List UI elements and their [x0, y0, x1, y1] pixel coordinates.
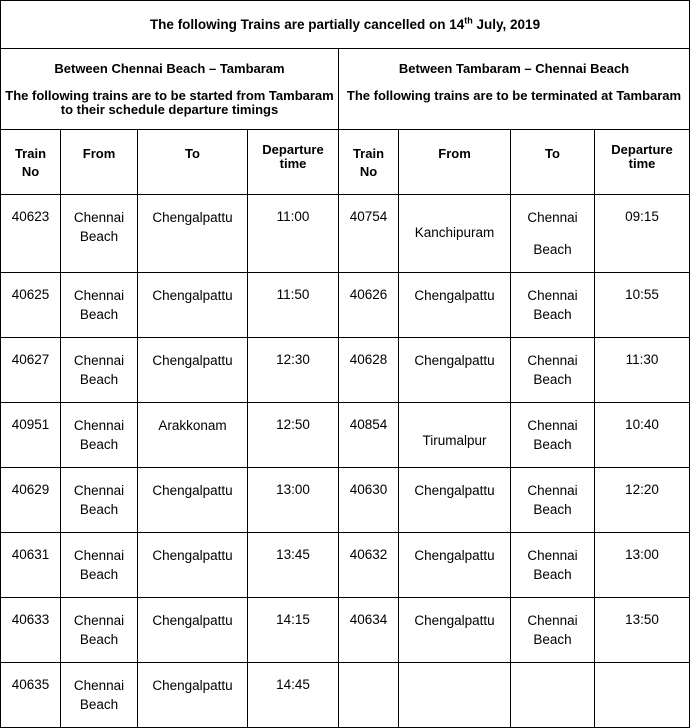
from-station: Chengalpattu: [399, 338, 511, 403]
to-station: Chennai Beach: [511, 338, 595, 403]
left-section-heading: Between Chennai Beach – Tambaram: [54, 61, 285, 76]
left-section-header: [1, 49, 339, 130]
right-section-header: [339, 49, 690, 130]
from-station: Chengalpattu: [399, 533, 511, 598]
right-section-subheading: The following trains are to be terminated at Tambaram: [346, 88, 682, 103]
from-station: Chengalpattu: [399, 468, 511, 533]
table-row: [1, 403, 690, 468]
train-no: 40626: [339, 273, 399, 338]
to-station: Chennai Beach: [511, 273, 595, 338]
table-row: [1, 195, 690, 273]
col-to: To: [138, 130, 248, 195]
train-no: 40629: [1, 468, 61, 533]
train-no: 40633: [1, 598, 61, 663]
from-station: Chennai Beach: [61, 598, 138, 663]
from-station: Kanchipuram: [399, 195, 511, 273]
train-no: 40628: [339, 338, 399, 403]
table-row: [1, 468, 690, 533]
to-station: Chengalpattu: [138, 273, 248, 338]
from-station: Chennai Beach: [61, 338, 138, 403]
train-no: 40625: [1, 273, 61, 338]
departure-time: [595, 663, 690, 728]
from-station: Chengalpattu: [399, 598, 511, 663]
departure-time: 09:15: [595, 195, 690, 273]
from-station: Chennai Beach: [61, 533, 138, 598]
departure-time: 13:00: [595, 533, 690, 598]
train-no: 40631: [1, 533, 61, 598]
train-no: 40635: [1, 663, 61, 728]
from-station: Chennai Beach: [61, 468, 138, 533]
departure-time: 14:45: [248, 663, 339, 728]
table-row: [1, 663, 690, 728]
departure-time: 12:50: [248, 403, 339, 468]
train-no: 40623: [1, 195, 61, 273]
col-to: To: [511, 130, 595, 195]
from-station: Chengalpattu: [399, 273, 511, 338]
to-station: [511, 663, 595, 728]
departure-time: 13:45: [248, 533, 339, 598]
to-station: Chengalpattu: [138, 468, 248, 533]
table-row: [1, 598, 690, 663]
departure-time: 11:30: [595, 338, 690, 403]
train-no: 40754: [339, 195, 399, 273]
to-station: Chennai Beach: [511, 468, 595, 533]
to-station: Chengalpattu: [138, 663, 248, 728]
departure-time: 11:50: [248, 273, 339, 338]
right-section-heading: Between Tambaram – Chennai Beach: [398, 61, 630, 76]
to-station: Chennai Beach: [511, 533, 595, 598]
to-station: Chengalpattu: [138, 598, 248, 663]
page-title: The following Trains are partially cancelled on 14th July, 2019: [1, 1, 690, 49]
col-train-no: Train No: [339, 130, 399, 195]
train-no: 40854: [339, 403, 399, 468]
departure-time: 10:55: [595, 273, 690, 338]
train-no: [339, 663, 399, 728]
train-no: 40630: [339, 468, 399, 533]
to-station: Chengalpattu: [138, 338, 248, 403]
departure-time: 12:30: [248, 338, 339, 403]
departure-time: 13:00: [248, 468, 339, 533]
from-station: Chennai Beach: [61, 195, 138, 273]
col-departure: Departure time: [595, 130, 690, 195]
col-train-no: Train No: [1, 130, 61, 195]
from-station: [399, 663, 511, 728]
from-station: Chennai Beach: [61, 273, 138, 338]
to-station: Chengalpattu: [138, 195, 248, 273]
from-station: Tirumalpur: [399, 403, 511, 468]
to-station: Chengalpattu: [138, 533, 248, 598]
table-row: [1, 338, 690, 403]
to-station: Arakkonam: [138, 403, 248, 468]
to-station: Chennai Beach: [511, 403, 595, 468]
table-row: [1, 533, 690, 598]
train-no: 40632: [339, 533, 399, 598]
departure-time: 11:00: [248, 195, 339, 273]
from-station: Chennai Beach: [61, 663, 138, 728]
departure-time: 13:50: [595, 598, 690, 663]
departure-time: 14:15: [248, 598, 339, 663]
col-from: From: [399, 130, 511, 195]
departure-time: 10:40: [595, 403, 690, 468]
to-station: Chennai Beach: [511, 598, 595, 663]
train-no: 40951: [1, 403, 61, 468]
train-no: 40634: [339, 598, 399, 663]
column-header-row: [1, 130, 690, 195]
departure-time: 12:20: [595, 468, 690, 533]
col-departure: Departure time: [248, 130, 339, 195]
from-station: Chennai Beach: [61, 403, 138, 468]
to-station: Chennai Beach: [511, 195, 595, 273]
table-row: [1, 273, 690, 338]
train-no: 40627: [1, 338, 61, 403]
left-section-subheading: The following trains are to be started from Tambaram to their schedule departure timings: [5, 88, 334, 117]
col-from: From: [61, 130, 138, 195]
